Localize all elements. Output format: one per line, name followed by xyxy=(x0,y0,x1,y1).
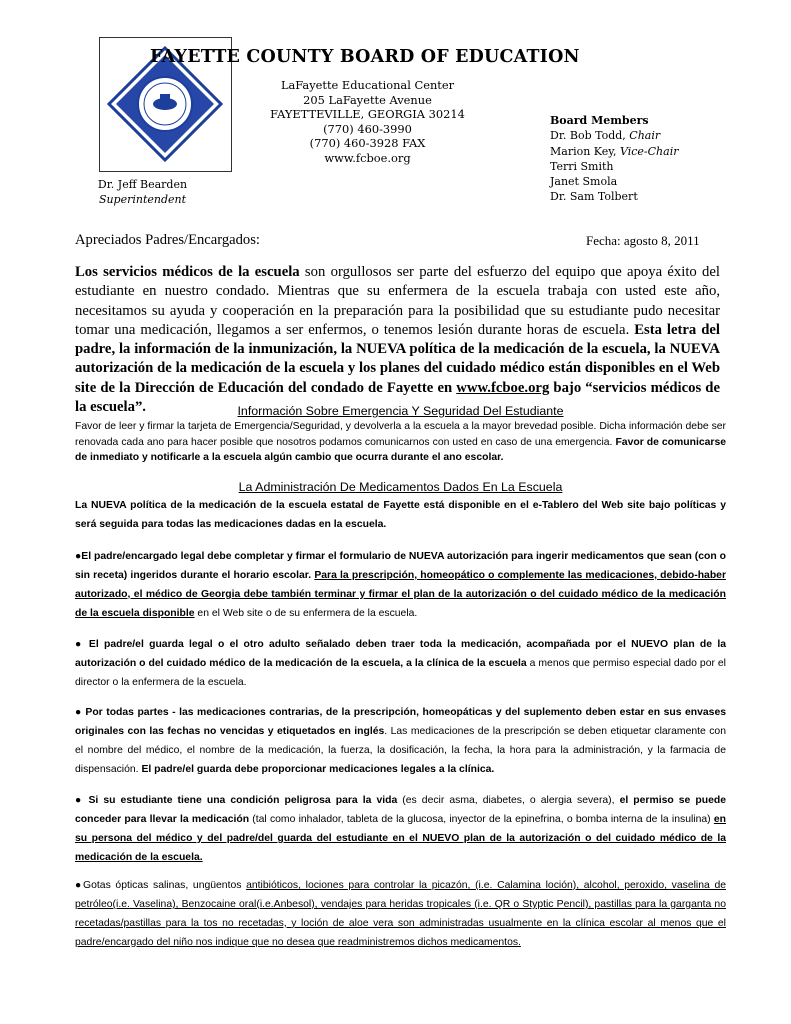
address-line: LaFayette Educational Center xyxy=(280,78,455,92)
board-members xyxy=(550,113,678,205)
bullet-bring-medication: ● El padre/el guarda legal o el otro adulto señalado deben traer toda la medicación, acompañada por el NUEVO plan de la autorización o del cuidado médico de la medicación de la escuela, a la clínica de la escuela a menos que permiso especial dado por el director o la enfermera de la escuela. xyxy=(75,639,726,688)
board-member: Dr. Sam Tolbert xyxy=(550,190,638,204)
bullet-life-threatening: ● Si su estudiante tiene una condición peligrosa para la vida (es decir asma, diabetes, o alergia severa), el permiso se puede conceder para llevar la medicación (tal como inhalador, tableta de la glucosa, inyector de la epinefrina, o bomba interna de la insulina) en su persona del médico y del padre/del guarda del estudiante en el NUEVO plan de la autorización o del cuidado médico de la medicación de la escuela. xyxy=(75,795,727,863)
address-line: 205 LaFayette Avenue xyxy=(303,92,432,107)
intro-paragraph: Los servicios médicos de la escuela son orgullosos ser parte del esfuerzo del equipo que apoya éxito del estudiante en nuestro condado. Mientras que su enfermera de la escuela trabaja con usted este año, necesitamos su ayuda y cooperación en la preparación para la posibilidad que su estudiante pudo necesitar tomar una medicación, llegamos a ser enfermos, o tenemos lesión durante horas de escuela. Esta letra del padre, la información de la inmunización, la NUEVA política de la medicación de la escuela, la NUEVA autorización de la medicación de la escuela y los planes del cuidado médico están disponibles en el Web site de la Dirección de Educación del condado de Fayette en www.fcboe.org bajo “servicios médicos de la escuela”. xyxy=(75,264,720,416)
website-line: www.fcboe.org xyxy=(324,150,411,165)
address-line: FAYETTEVILLE, GEORGIA 30214 xyxy=(270,107,465,122)
superintendent xyxy=(95,177,190,207)
bullet-original-containers: ● Por todas partes - las medicaciones contrarias, de la prescripción, homeopáticas y del suplemento deben estar en sus envases originales con las fechas no vencidas y etiquetados en inglés. Las medicaciones de la prescripción se deben etiquetar claramente con el nombre del médico, el nombre de la medicación, la fuerza, la dosificación, la fecha, la hora para la administración, y la farmacia de dispensación. El padre/el guarda debe proporcionar medicaciones legales a la clínica. xyxy=(75,707,726,775)
board-member: Marion Key, Vice-Chair xyxy=(550,144,679,158)
board-heading: Board Members xyxy=(550,114,649,127)
board-member: Dr. Bob Todd, Chair xyxy=(550,129,661,143)
medication-policy-paragraph: La NUEVA política de la medicación de la escuela estatal de Fayette está disponible en el e-Tablero del Web site bajo políticas y será seguida para todas las medicaciones dadas en la escuela. xyxy=(75,500,726,530)
board-member: Janet Smola xyxy=(550,175,618,189)
emergency-paragraph: Favor de leer y firmar la tarjeta de Emergencia/Seguridad, y devolverla a la escuela a la mayor brevedad posible. Dicha información debe ser renovada cada ano para hacer posible que nosotros podamos comunicarnos con usted en caso de una emergencia. Favor de comunicarse de inmediato y notificarle a la escuela algún cambio que ocurra durante el ano escolar. xyxy=(75,421,726,464)
medication-section-title: La Administración De Medicamentos Dados En La Escuela xyxy=(238,480,563,494)
bullet-authorization: ●El padre/encargado legal debe completar y firmar el formulario de NUEVA autorización para ingerir medicamentos que sean (con o sin receta) ingeridos durante el horario escolar. Para la prescripción, homeopático o complemente las medicaciones, debido-haber autorizado, el médico de Georgia debe también terminar y firmar el plan de la autorización o del cuidado médico de la medicación de la escuela disponible en el Web site o de su enfermera de la escuela. xyxy=(75,551,726,619)
phone-line: (770) 460-3990 xyxy=(323,121,412,136)
address-block xyxy=(270,78,465,166)
bullet-otc-items: ●Gotas ópticas salinas, ungüentos antibióticos, lociones para controlar la picazón, (i.e. Calamina loción), alcohol, peroxido, vaselina de petróleo(i.e. Vaselina), Benzocaine oral(i.e.Anbesol), vendajes para heridas tropicales (i.e. QR o Styptic Pencil), pastillas para la garganta no recetadas/pastillas para la tos no recetadas, y loción de aloe vera son administradas usualmente en la clínica escolar al menos que el padre/encargado del niño nos indique que no desea que readministremos dichos medicamentos. xyxy=(75,880,727,948)
website-link[interactable]: www.fcboe.org xyxy=(456,379,550,396)
letter-date: Fecha: agosto 8, 2011 xyxy=(586,233,700,248)
superintendent-name: Dr. Jeff Bearden xyxy=(97,178,188,191)
greeting: Apreciados Padres/Encargados: xyxy=(75,232,260,248)
board-member: Terri Smith xyxy=(550,159,614,173)
emergency-section-title: Información Sobre Emergencia Y Seguridad Del Estudiante xyxy=(237,404,564,418)
org-title: FAYETTE COUNTY BOARD OF EDUCATION xyxy=(150,47,580,67)
superintendent-title: Superintendent xyxy=(98,193,187,206)
fax-line: (770) 460-3928 FAX xyxy=(309,136,426,151)
